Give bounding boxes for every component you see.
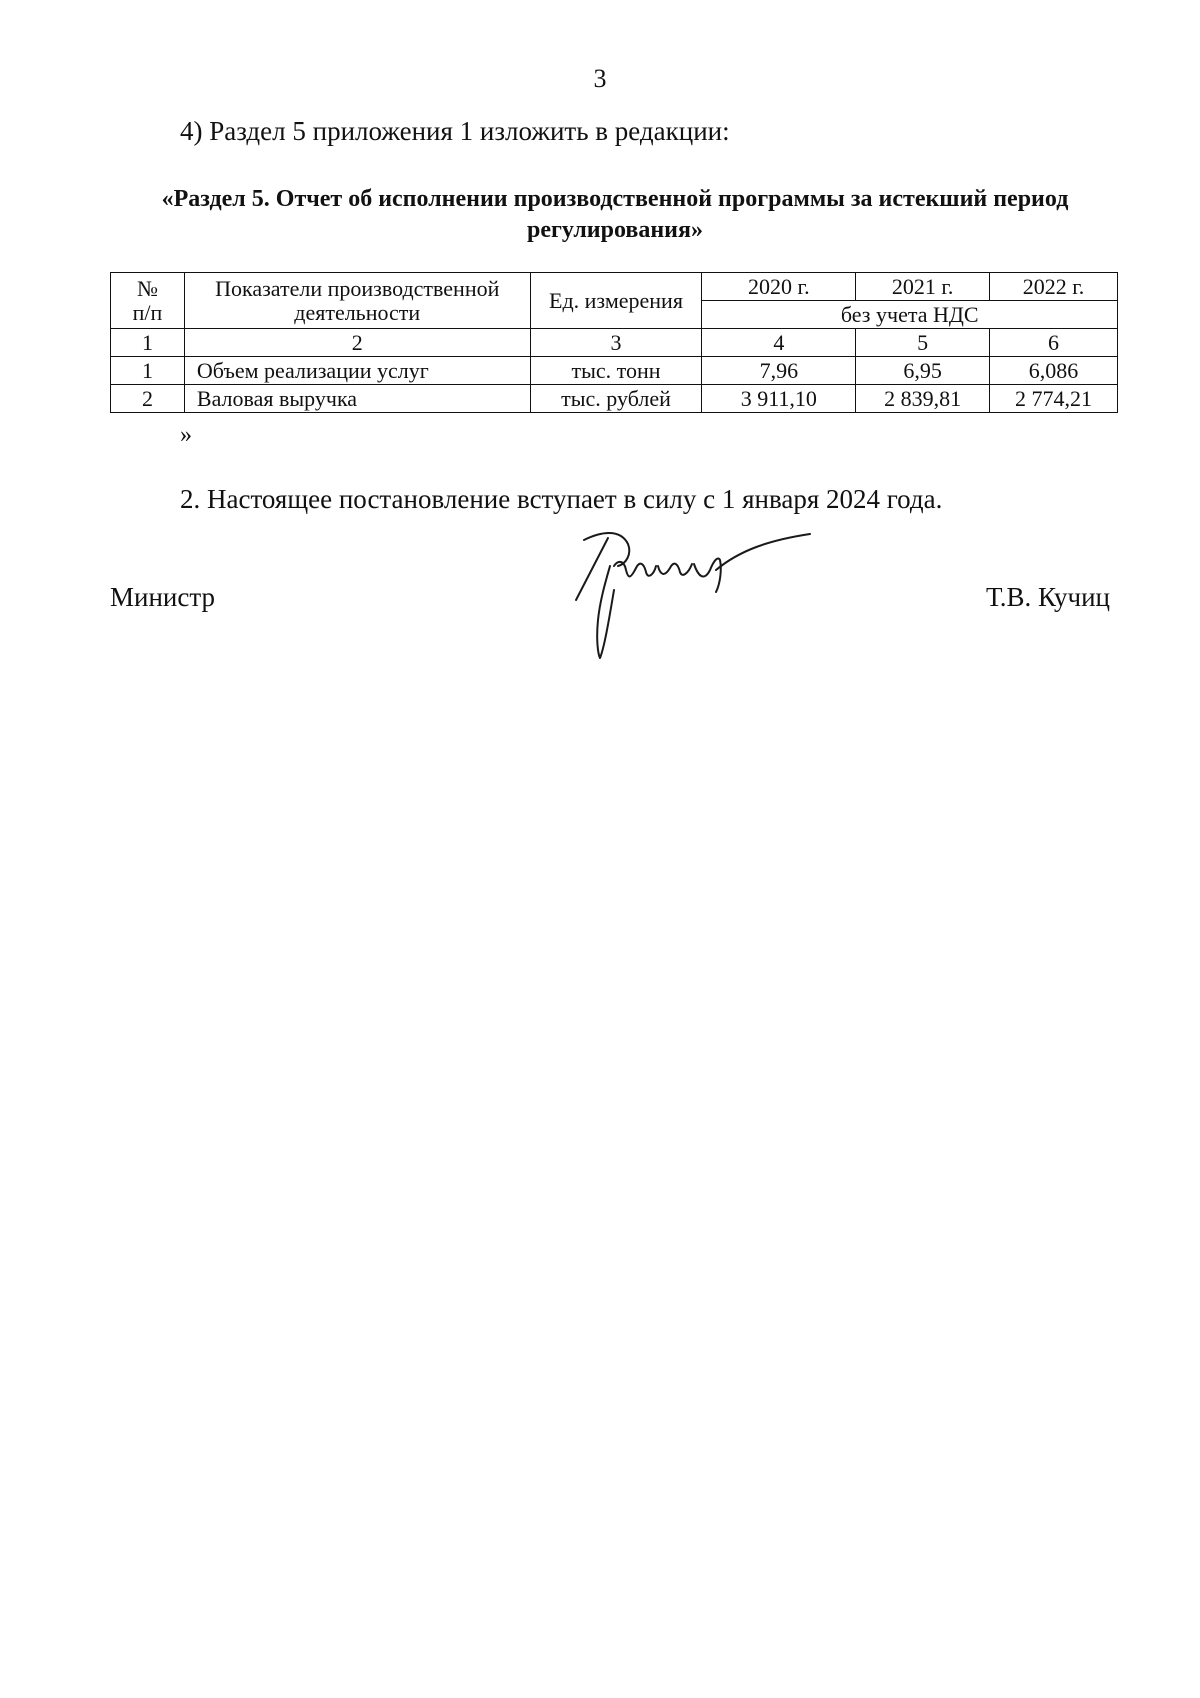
row-value-cell: 3 911,10 <box>702 385 856 413</box>
signer-name: Т.В. Кучиц <box>985 582 1110 612</box>
header-indicator-cell <box>184 273 530 329</box>
table-row <box>111 357 1118 385</box>
header-vat-note: без учета НДС <box>702 301 1118 329</box>
column-number-cell: 5 <box>856 329 990 357</box>
header-num-line-1: № <box>136 275 158 301</box>
table-column-numbers-row <box>111 329 1118 357</box>
header-num-line-2: п/п <box>132 299 163 325</box>
header-year-2020: 2020 г. <box>702 273 856 301</box>
section-title-line-1: «Раздел 5. Отчет об исполнении производственной программы за истекший период <box>161 186 1069 212</box>
section-title <box>110 184 1120 246</box>
row-value-cell: 2 774,21 <box>990 385 1118 413</box>
row-value-cell: 7,96 <box>702 357 856 385</box>
row-value-cell: 6,95 <box>856 357 990 385</box>
row-num-cell: 1 <box>111 357 185 385</box>
column-number-cell: 1 <box>111 329 185 357</box>
closing-quote: » <box>180 422 192 448</box>
table-header-row <box>111 273 1118 301</box>
header-unit-cell: Ед. измерения <box>530 273 702 329</box>
header-year-2022: 2022 г. <box>990 273 1118 301</box>
column-number-cell: 4 <box>702 329 856 357</box>
column-number-cell: 3 <box>530 329 702 357</box>
row-indicator-cell: Валовая выручка <box>184 385 530 413</box>
item-2-text: 2. Настоящее постановление вступает в силу с 1 января 2024 года. <box>180 484 943 514</box>
header-year-2021: 2021 г. <box>856 273 990 301</box>
page-number: 3 <box>593 64 607 93</box>
row-value-cell: 2 839,81 <box>856 385 990 413</box>
column-number-cell: 2 <box>184 329 530 357</box>
table-row <box>111 385 1118 413</box>
handwritten-signature <box>570 530 830 670</box>
header-indicator-line-2: деятельности <box>294 299 421 325</box>
row-value-cell: 6,086 <box>990 357 1118 385</box>
row-unit-cell: тыс. тонн <box>530 357 702 385</box>
row-num-cell: 2 <box>111 385 185 413</box>
item-4-text: 4) Раздел 5 приложения 1 изложить в редакции: <box>180 116 730 146</box>
section-title-line-2: регулирования» <box>527 217 703 243</box>
header-num-cell <box>111 273 185 329</box>
production-program-table <box>110 272 1118 413</box>
header-indicator-line-1: Показатели производственной <box>215 275 500 301</box>
row-unit-cell: тыс. рублей <box>530 385 702 413</box>
column-number-cell: 6 <box>990 329 1118 357</box>
row-indicator-cell: Объем реализации услуг <box>184 357 530 385</box>
signer-title: Министр <box>110 582 215 612</box>
